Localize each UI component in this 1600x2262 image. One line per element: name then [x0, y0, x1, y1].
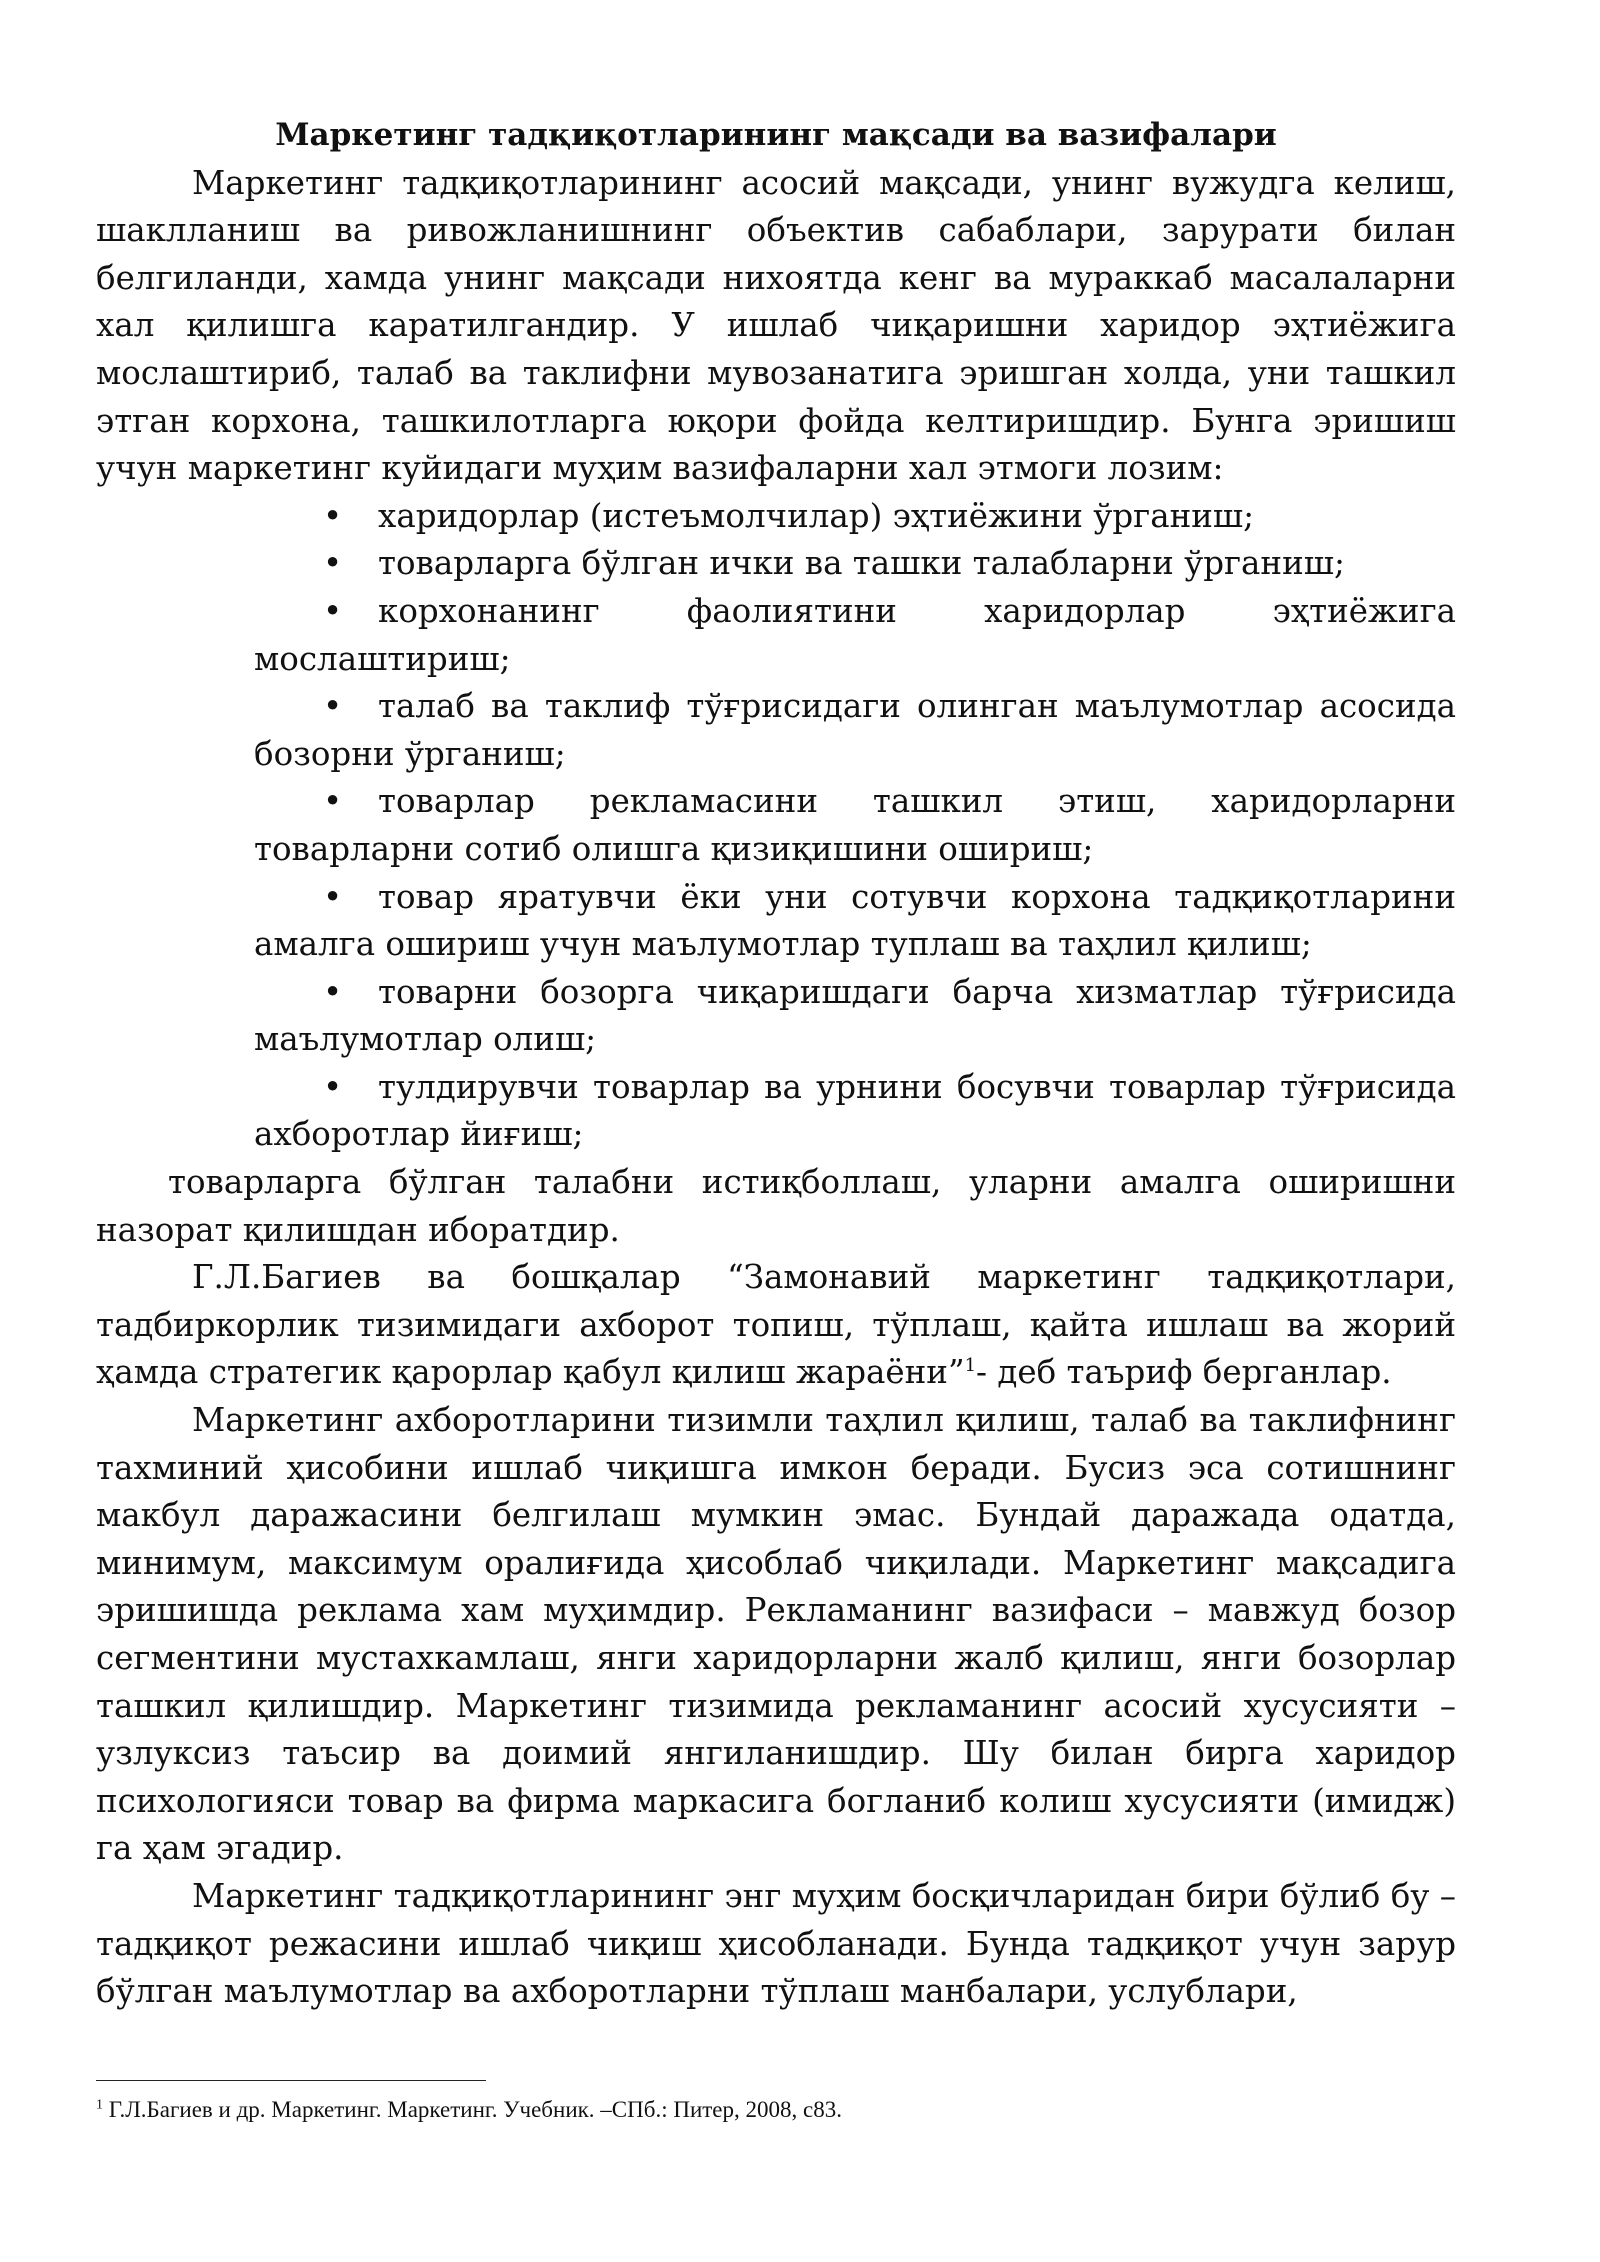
- list-item-text: талаб ва таклиф тўғрисидаги олинган маълумотлар асосида бозорни ўрганиш;: [254, 687, 1456, 773]
- bullet-marker: •: [323, 496, 343, 535]
- quote-paragraph: [96, 1254, 1456, 1397]
- list-item-text: товарни бозорга чиқаришдаги барча хизматлар тўғрисида маълумотлар олиш;: [254, 972, 1456, 1059]
- list-item: [254, 1064, 1456, 1159]
- intro-paragraph: Маркетинг тадқиқотларининг асосий мақсади, унинг вужудга келиш, шаклланиш ва ривожланишнинг объектив сабаблари, зарурати билан белгиланди, хамда унинг мақсади нихоятда кенг ва мураккаб масалаларни хал қилишга каратилгандир. У ишлаб чиқаришни харидор эҳтиёжига мослаштириб, талаб ва таклифни мувозанатига эришган холда, уни ташкил этган корхона, ташкилотларга юқори фойда келтиришдир. Бунга эришиш учун маркетинг куйидаги муҳим вазифаларни хал этмоги лозим:: [96, 163, 1456, 488]
- list-item-text: корхонанинг фаолиятини харидорлар эҳтиёжига мослаштириш;: [254, 591, 1456, 678]
- bullet-marker: •: [323, 687, 343, 726]
- list-item: [254, 588, 1456, 683]
- list-item: [254, 683, 1456, 778]
- bullet-marker: •: [323, 782, 343, 821]
- footnote-mark: 1: [96, 2097, 103, 2113]
- bullet-marker: •: [323, 972, 343, 1011]
- bullet-marker: •: [323, 877, 343, 916]
- list-item-text: харидорлар (истеъмолчилар) эҳтиёжини ўрганиш;: [378, 496, 1255, 535]
- footnote-separator: [96, 2080, 486, 2081]
- bullet-marker: •: [323, 544, 343, 583]
- document-body: [96, 112, 1456, 2016]
- document-title: Маркетинг тадқиқотларининг мақсади ва вазифалари: [275, 117, 1277, 153]
- quote-tail: - деб таъриф берганлар.: [976, 1353, 1392, 1392]
- list-item-text: тулдирувчи товарлар ва урнини босувчи товарлар тўғрисида ахборотлар йиғиш;: [254, 1067, 1456, 1154]
- list-item: [254, 540, 1456, 588]
- bullet-marker: •: [323, 591, 343, 630]
- analysis-paragraph: Маркетинг ахборотларини тизимли таҳлил қилиш, талаб ва таклифнинг тахминий ҳисобини ишлаб чиқишга имкон беради. Бусиз эса сотишнинг макбул даражасини белгилаш мумкин эмас. Бундай даражада одатда, минимум, максимум оралиғида ҳисоблаб чиқилади. Маркетинг мақсадига эришишда реклама хам муҳимдир. Рекламанинг вазифаси – мавжуд бозор сегментини мустахкамлаш, янги харидорларни жалб қилиш, янги бозорлар ташкил қилишдир. Маркетинг тизимида рекламанинг асосий хусусияти – узлуксиз таъсир ва доимий янгиланишдир. Шу билан бирга харидор психологияси товар ва фирма маркасига богланиб колиш хусусияти (имидж) га ҳам эгадир.: [96, 1401, 1456, 1868]
- list-item: [254, 874, 1456, 969]
- list-item: [254, 778, 1456, 873]
- tasks-list: [96, 493, 1456, 1159]
- planning-paragraph: Маркетинг тадқиқотларининг энг муҳим босқичларидан бири бўлиб бу – тадқиқот режасини ишлаб чиқиш ҳисобланади. Бунда тадқиқот учун зарур бўлган маълумотлар ва ахборотларни тўплаш манбалари, услублари,: [96, 1876, 1456, 2011]
- list-item: [254, 969, 1456, 1064]
- list-item-text: товарларга бўлган ички ва ташки талабларни ўрганиш;: [378, 544, 1345, 583]
- footnote-reference: 1: [964, 1355, 977, 1377]
- quote-text: Г.Л.Багиев ва бошқалар “Замонавий маркетинг тадқиқотлари, тадбиркорлик тизимидаги ахборот топиш, тўплаш, қайта ишлаш ва жорий ҳамда стратегик қарорлар қабул қилиш жараёни”: [96, 1258, 1456, 1392]
- footnote: [96, 2095, 1456, 2125]
- after-list-paragraph: товарларга бўлган талабни истиқболлаш, уларни амалга оширишни назорат қилишдан иборатдир.: [96, 1163, 1456, 1249]
- list-item-text: товарлар рекламасини ташкил этиш, харидорларни товарларни сотиб олишга қизиқишини ошириш;: [254, 782, 1456, 868]
- list-item: [254, 493, 1456, 541]
- bullet-marker: •: [323, 1067, 343, 1106]
- list-item-text: товар яратувчи ёки уни сотувчи корхона тадқиқотларини амалга ошириш учун маълумотлар туплаш ва таҳлил қилиш;: [254, 877, 1456, 964]
- footnote-text: Г.Л.Багиев и др. Маркетинг. Маркетинг. Учебник. –СПб.: Питер, 2008, с83.: [103, 2097, 842, 2122]
